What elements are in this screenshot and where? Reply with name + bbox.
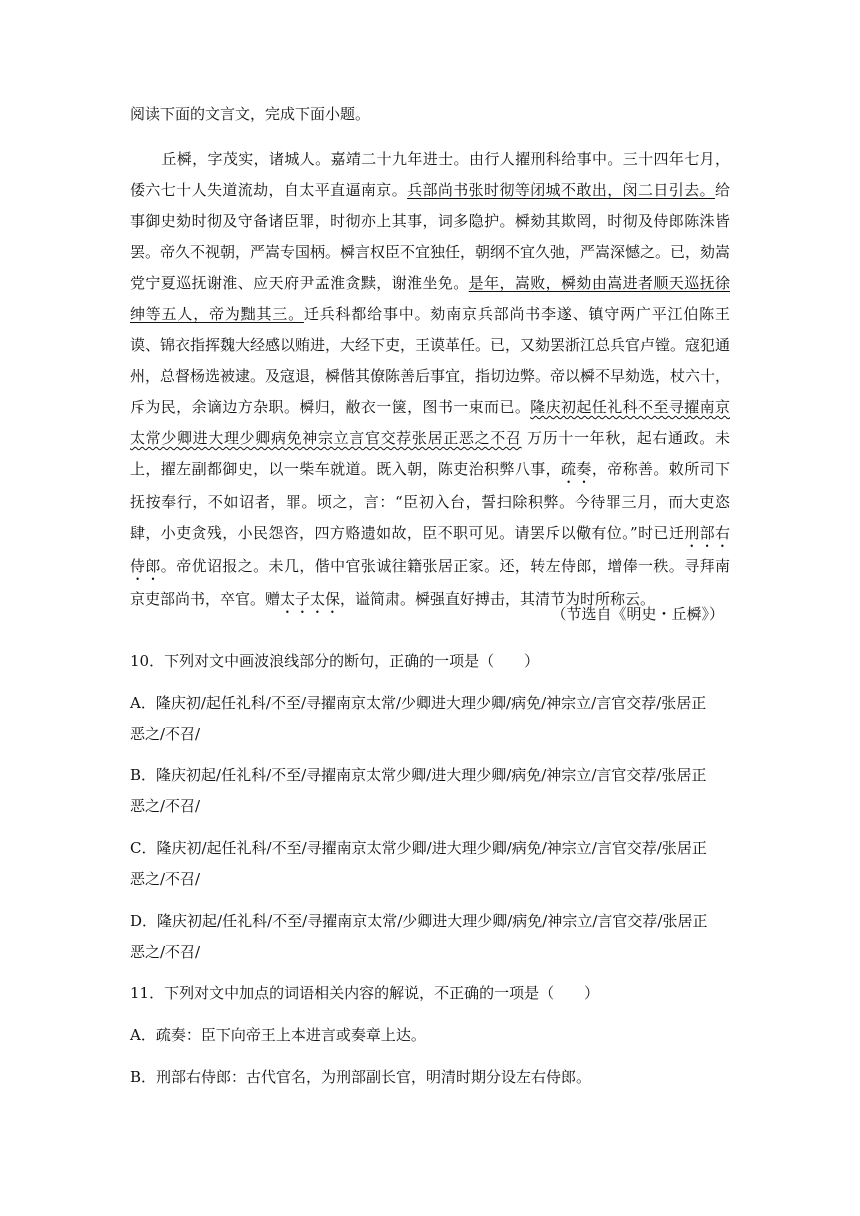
passage-text: ，谥简肃。橓强直好搏击，其清节为时所称云。 — [340, 590, 656, 608]
question-10-option-c: C．隆庆初/起任礼科/不至/寻擢南京太常少卿/进大理少卿/病免/神宗立/言官交荐/张居正 恶之/不召/ — [130, 839, 707, 888]
question-10-option-d: D．隆庆初起/任礼科/不至/寻擢南京太常/少卿进大理少卿/病免/神宗立/言官交荐/张居正 恶之/不召/ — [130, 912, 708, 961]
underlined-sentence-2: 是年，嵩败，橓劾由嵩进者顺天巡抚徐绅等五人，帝为黜其三。 — [130, 274, 730, 323]
question-10-option-a: A．隆庆初/起任礼科/不至/寻擢南京太常/少卿进大理少卿/病免/神宗立/言官交荐/张居正 恶之/不召/ — [130, 694, 707, 743]
passage-text: 。帝优诏报之。未几，偕中官张诚往籍张居正家。还，转左侍郎，增俸一秩。寻拜南京吏部尚书，卒官。赠 — [130, 557, 730, 608]
dotted-term-shuzou: 疏奏 — [561, 460, 592, 478]
instruction: 阅读下面的文言文，完成下面小题。 — [130, 105, 371, 123]
question-11-option-a: A．疏奏：臣下向帝王上本进言或奏章上达。 — [130, 1026, 426, 1044]
passage-source: （节选自《明史・丘橓》） — [551, 605, 724, 623]
passage-text: 丘橓，字茂实，诸城人。嘉靖二十九年进士。由行人擢刑科给事中。三十四年七月，倭六七十人失道流劫，自太平直逼南京。 — [130, 150, 730, 199]
question-10-stem: 10．下列对文中画波浪线部分的断句，正确的一项是（ ） — [130, 652, 540, 670]
dotted-term-xingbu: 刑部右侍郎 — [130, 524, 730, 575]
passage-text: ，帝称善。敕所司下抚按奉行，不如诏者，罪。顷之，言：“臣初入台，誓扫除积弊。今待罪三月，而大吏恣肆，小吏贪残，小民怨咨，四方赂遗如故，臣不职可见。请罢斥以儆有位。”时已迁 — [130, 460, 730, 542]
dotted-term-taizi: 太子太保 — [280, 590, 341, 608]
passage-text: 给事御史劾时彻及守备诸臣罪，时彻亦上其事，词多隐护。橓劾其欺罔，时彻及侍郎陈洙皆罢。帝久不视朝，严嵩专国柄。橓言权臣不宜独任，朝纲不宜久弛，严嵩深憾之。已，劾嵩党宁夏巡抚谢淮、应天府尹孟淮贪黩，谢淮坐免。 — [130, 181, 731, 292]
wavy-underlined-text: 隆庆初起任礼科不至寻擢南京太常少卿进大理少卿病免神宗立言官交荐张居正恶之不召 — [130, 398, 730, 447]
passage-text: 迁兵科都给事中。劾南京兵部尚书李遂、镇守两广平江伯陈王谟、锦衣指挥魏大经感以贿进，大经下吏，王谟革任。已，又劾罢浙江总兵官卢镗。寇犯通州，总督杨选被逮。及寇退，橓偕其僚陈善后事宜，指切边弊。帝以橓不早劾选，杖六十，斥为民，余谪边方杂职。橓归，敝衣一箧，图书一束而已。 — [130, 305, 731, 416]
passage — [130, 144, 730, 617]
question-11-option-b: B．刑部右侍郎：古代官名，为刑部副长官，明清时期分设左右侍郎。 — [130, 1068, 592, 1086]
question-11-stem: 11．下列对文中加点的词语相关内容的解说，不正确的一项是（ ） — [130, 984, 600, 1002]
underlined-sentence-1: 兵部尚书张时彻等闭城不敢出，闵二日引去。 — [407, 181, 715, 199]
passage-text: 万历十一年秋，起右通政。未上，擢左副都御史，以一柴车就道。既入朝，陈吏治积弊八事， — [130, 429, 730, 478]
question-10-option-b: B．隆庆初起/任礼科/不至/寻擢南京太常少卿/进大理少卿/病免/神宗立/言官交荐/张居正 恶之/不召/ — [130, 766, 707, 815]
